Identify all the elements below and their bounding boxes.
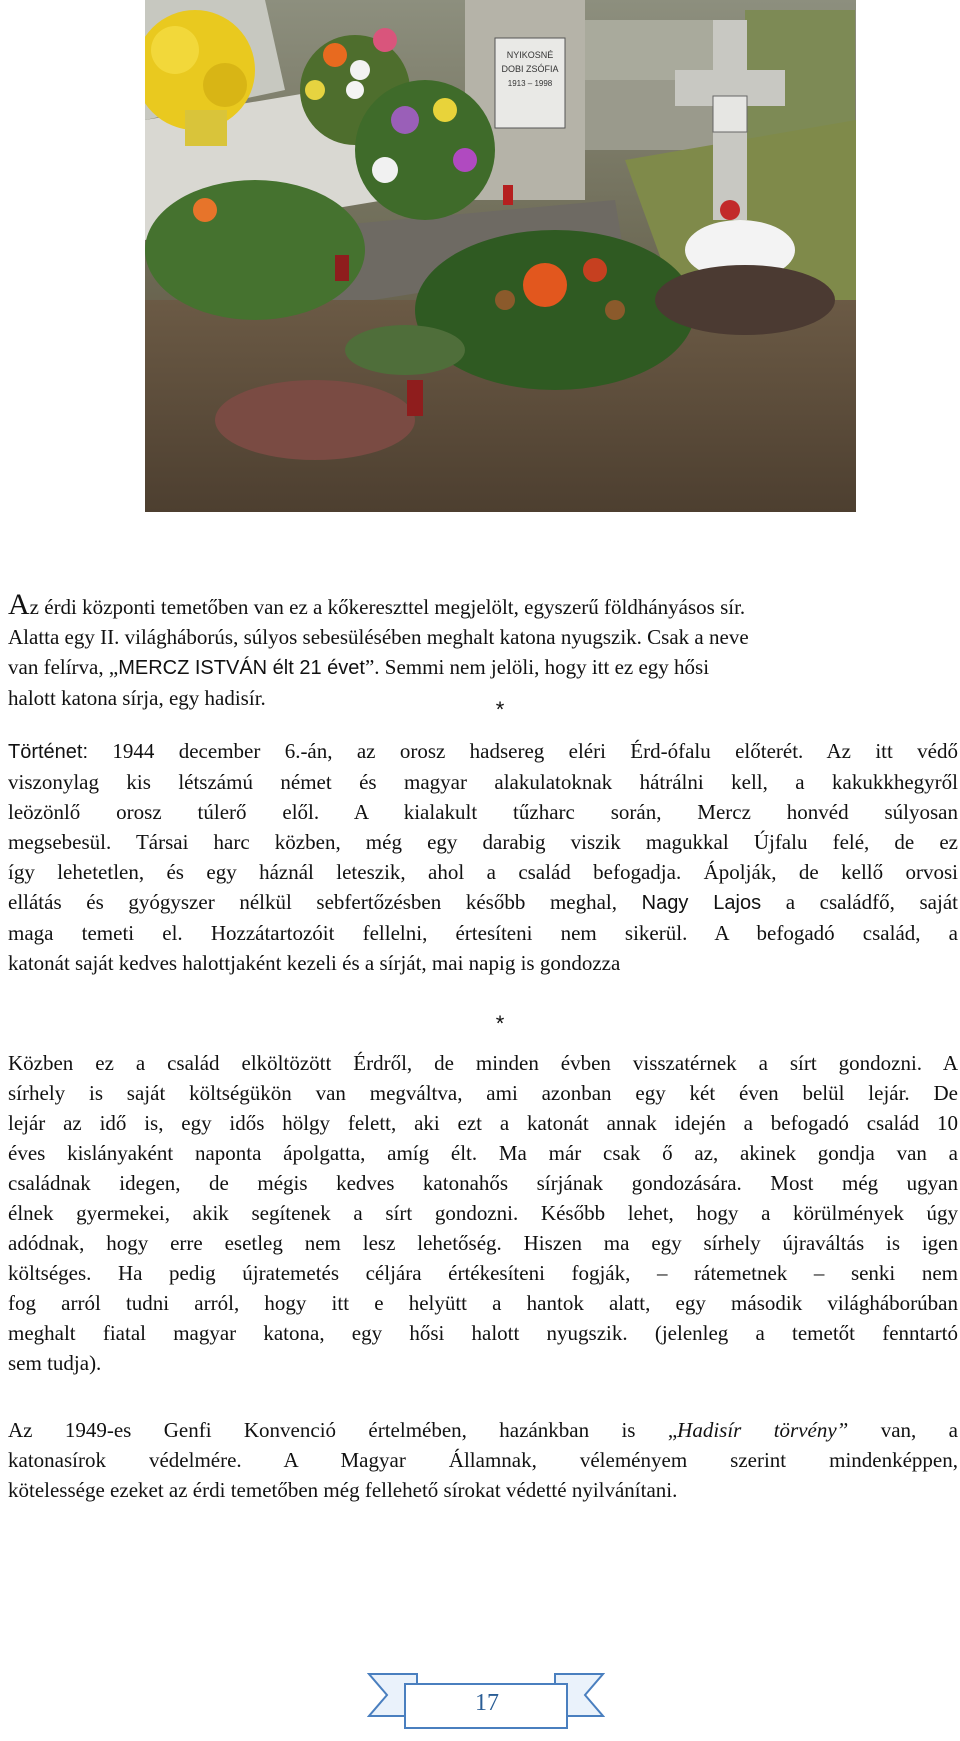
history-line: viszonylag kis létszámú német és magyar alakulatoknak hátrálni kell, a kakukkhegyről bbox=[8, 770, 958, 794]
present-line: meghalt fiatal magyar katona, egy hősi halott nyugszik. (jelenleg a temetőt fenntartó bbox=[8, 1321, 958, 1345]
page-number: 17 bbox=[475, 1690, 499, 1716]
plaque-line-2: DOBI ZSÓFIA bbox=[501, 64, 559, 74]
history-line: katonát saját kedves halottjaként kezeli és a sírját, mai napig is gondozza bbox=[8, 951, 621, 975]
present-line: élnek gyermekei, akik segítenek a sírt gondozni. Később lehet, hogy a körülmények úgy bbox=[8, 1201, 958, 1225]
history-line: leözönlő orosz túlerő elől. A kialakult tűzharc során, Mercz honvéd súlyosan bbox=[8, 800, 958, 824]
present-line: sem tudja). bbox=[8, 1351, 102, 1375]
history-line-end: a családfő, saját bbox=[761, 890, 958, 914]
present-line: éves kislányaként naponta ápolgatta, amíg élt. Ma már csak ő az, akinek gondja van a bbox=[8, 1141, 958, 1165]
convention-paragraph bbox=[8, 1415, 958, 1505]
present-line: fog arról tudni arról, hogy itt e helyütt a hantok alatt, egy második világháborúban bbox=[8, 1291, 958, 1315]
grave-photo bbox=[145, 0, 856, 512]
history-line: maga temeti el. Hozzátartozóit fellelni, értesíteni nem sikerül. A befogadó család, a bbox=[8, 921, 958, 945]
present-line: költséges. Ha pedig újratemetés céljára értékesíteni fogják, – rátemetnek – senki nem bbox=[8, 1261, 958, 1285]
law-name: Hadisír törvény” bbox=[677, 1418, 849, 1442]
history-line: 1944 december 6.-án, az orosz hadsereg eléri Érd-ófalu előterét. Az itt védő bbox=[88, 739, 958, 763]
convention-line-start: Az 1949-es Genfi Konvenció értelmében, hazánkban is „ bbox=[8, 1418, 678, 1442]
intro-line: z érdi központi temetőben van ez a kőkereszttel megjelölt, egyszerű földhányásos sír. bbox=[29, 595, 746, 619]
convention-line-end: van, a bbox=[848, 1418, 958, 1442]
plaque-line-3: 1913 – 1998 bbox=[507, 79, 553, 88]
history-line-start: ellátás és gyógyszer nélkül sebfertőzésben később meghal, bbox=[8, 890, 642, 914]
present-line: Közben ez a család elköltözött Érdről, de minden évben visszatérnek a sírt gondozni. A bbox=[8, 1051, 958, 1075]
present-paragraph bbox=[8, 1048, 958, 1378]
intro-line-end: ”. Semmi nem jelöli, hogy itt ez egy hősi bbox=[364, 655, 710, 679]
convention-line: katonasírok védelmére. A Magyar Államnak, véleményem szerint mindenképpen, bbox=[8, 1448, 958, 1472]
family-head-name: Nagy Lajos bbox=[641, 892, 762, 914]
fir-wreath bbox=[415, 230, 695, 390]
history-line: megsebesül. Társai harc közben, még egy darabig viszik magukkal Újfalu felé, de ez bbox=[8, 830, 958, 854]
intro-paragraph bbox=[8, 590, 958, 713]
plaque-line-1: NYIKOSNÉ bbox=[506, 50, 554, 60]
history-label: Történet: bbox=[8, 741, 89, 763]
history-paragraph bbox=[8, 736, 958, 978]
dropcap: A bbox=[8, 588, 30, 621]
history-line: így lehetetlen, és egy háznál leteszik, ahol a család befogadja. Ápolják, de kellő orvosi bbox=[8, 860, 958, 884]
intro-line: Alatta egy II. világháborús, súlyos sebesülésében meghalt katona nyugszik. Csak a neve bbox=[8, 625, 749, 649]
present-line: sírhely is saját költségükön van megváltva, ami azonban egy két éven belül lejár. De bbox=[8, 1081, 958, 1105]
present-line: adódnak, hogy erre esetleg nem lesz lehetőség. Hiszen ma egy sírhely újraváltás is igen bbox=[8, 1231, 958, 1255]
intro-line: halott katona sírja, egy hadisír. bbox=[8, 686, 266, 710]
soldier-name: MERCZ ISTVÁN élt 21 évet bbox=[118, 657, 365, 679]
present-line: lejár az idő is, egy idős hölgy felett, aki ezt a katonát annak idején a befogadó család 10 bbox=[8, 1111, 958, 1135]
intro-line-start: van felírva, „ bbox=[8, 655, 119, 679]
section-separator: * bbox=[495, 697, 505, 722]
section-separator: * bbox=[495, 1011, 505, 1036]
present-line: családnak idegen, de mégis kedves katonahős sírjának gondozására. Most még ugyan bbox=[8, 1171, 958, 1195]
convention-line: kötelessége ezeket az érdi temetőben még fellehető sírokat védetté nyilvánítani. bbox=[8, 1478, 678, 1502]
grave-photo-drawing bbox=[145, 0, 856, 512]
